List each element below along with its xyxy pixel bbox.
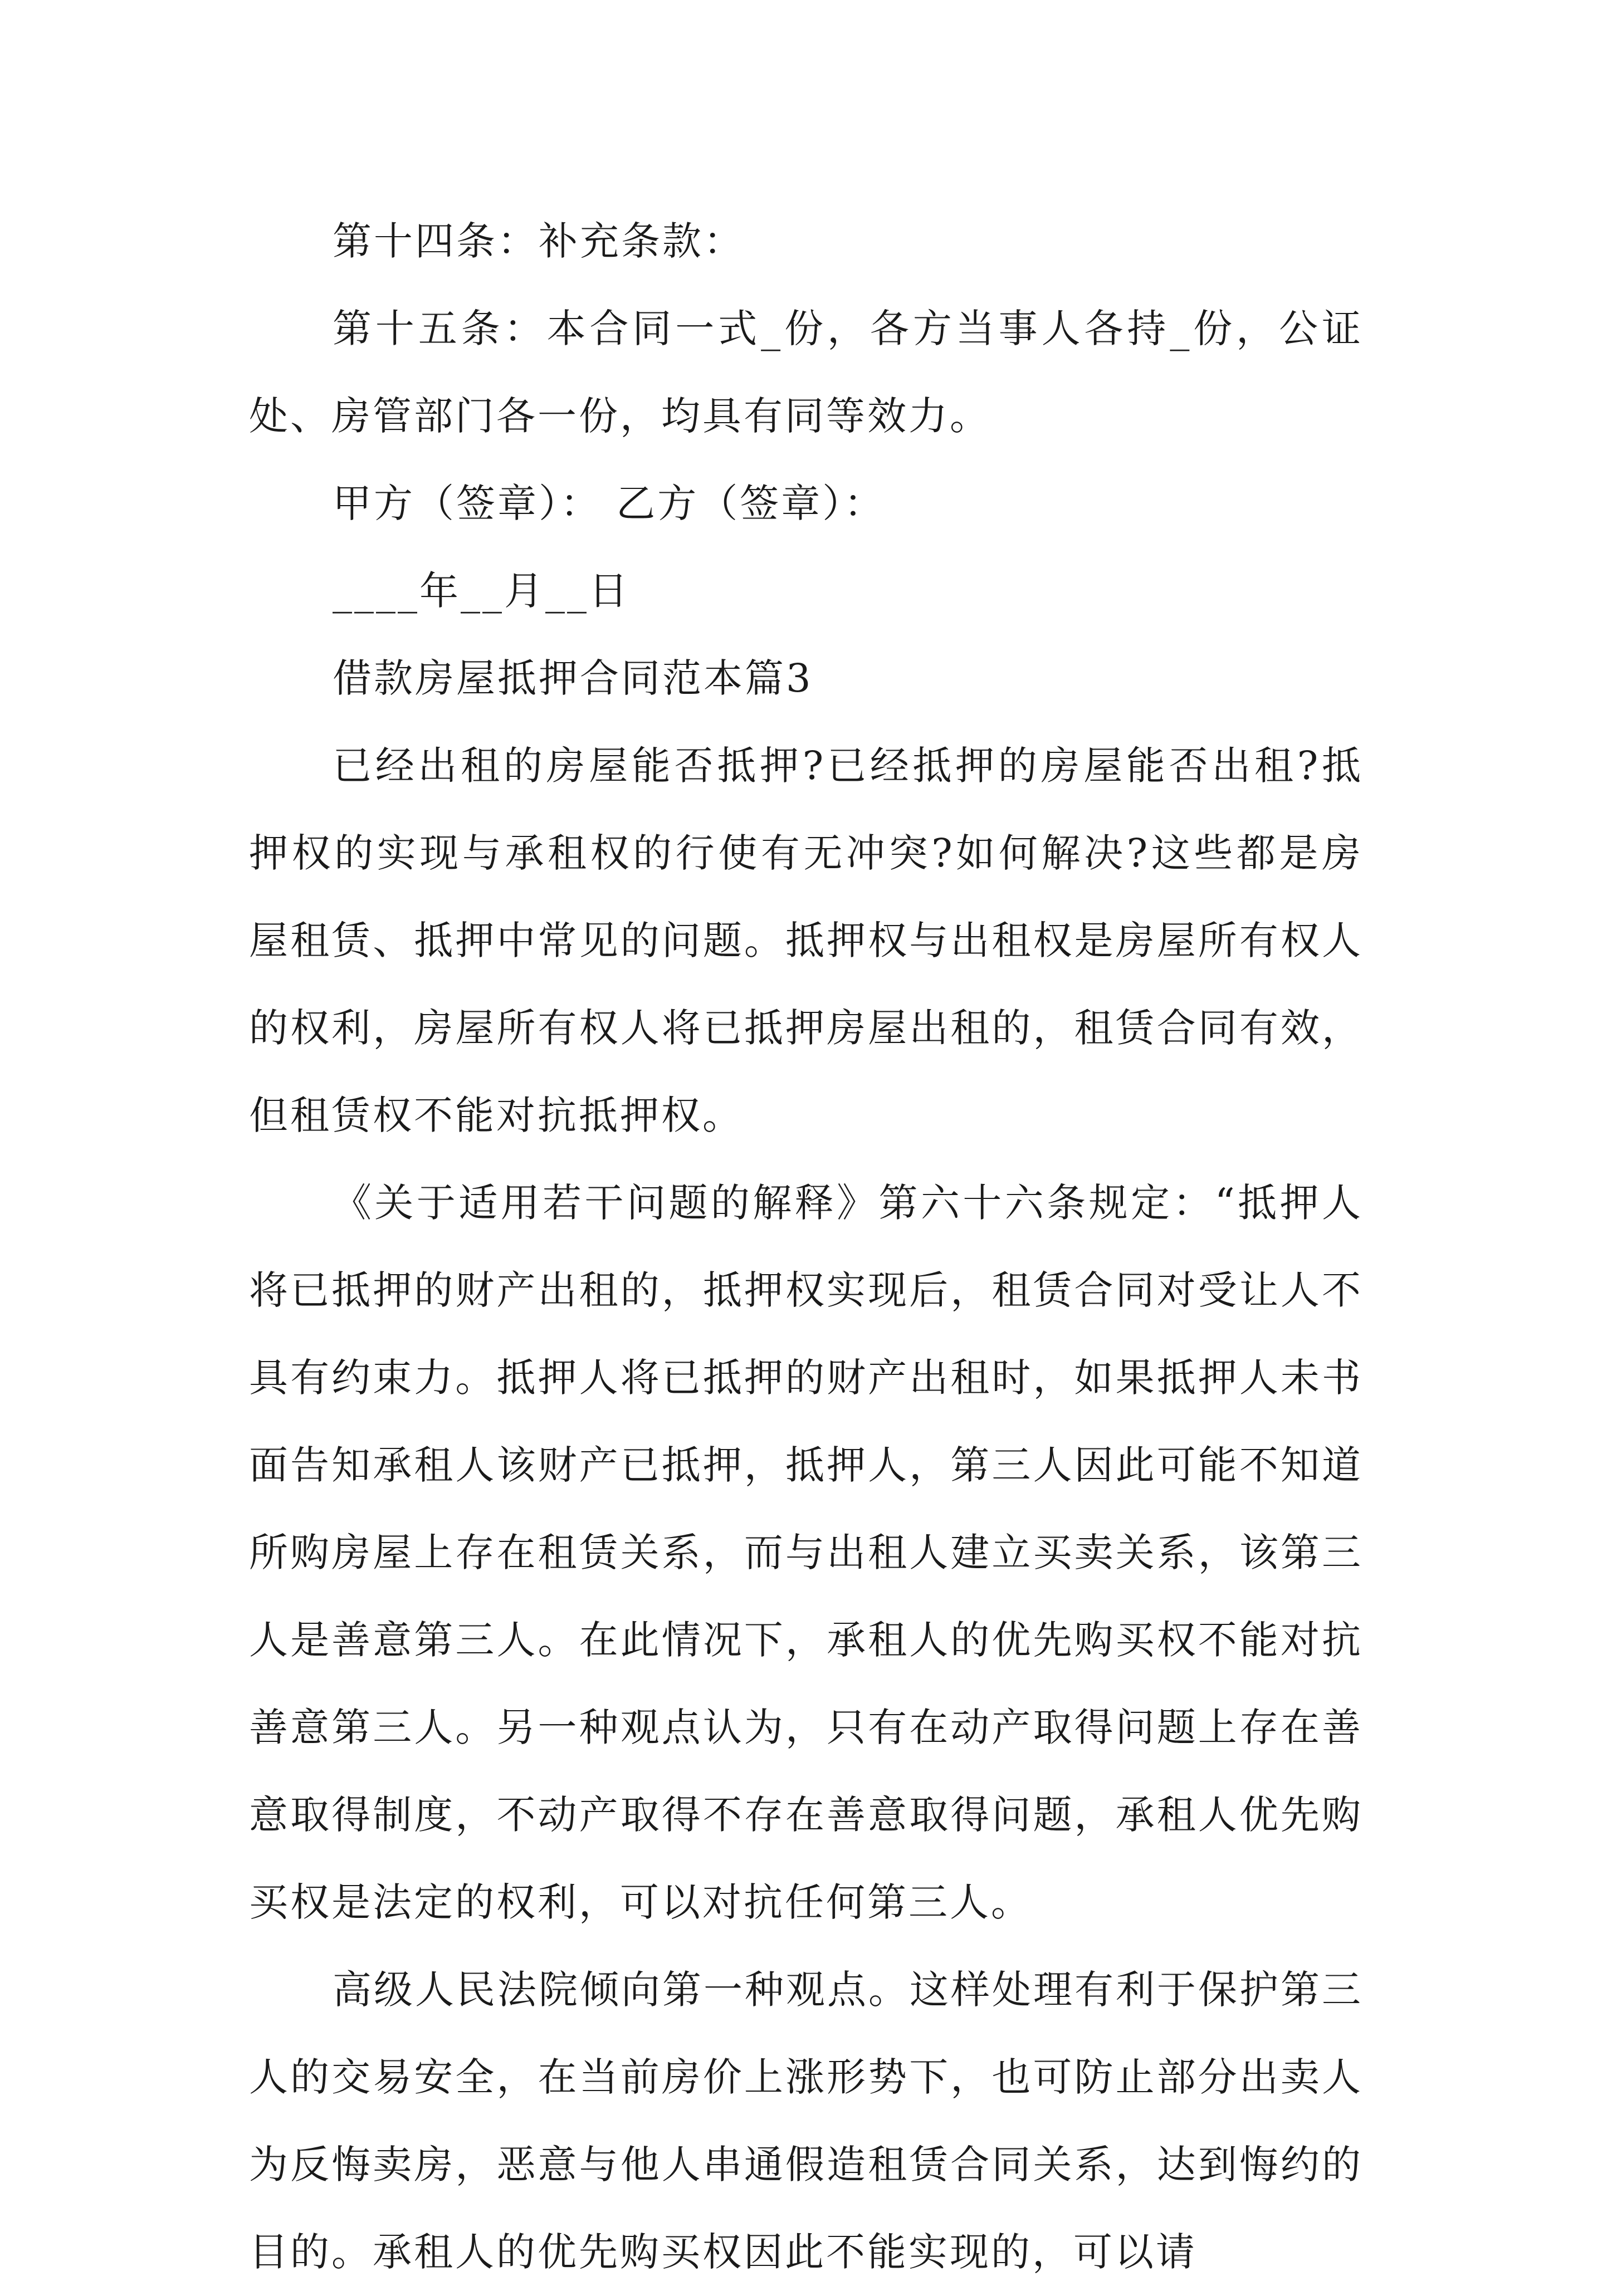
paragraph-article-15: 第十五条：本合同一式_份，各方当事人各持_份，公证处、房管部门各一份，均具有同等效力。 — [249, 306, 1363, 439]
paragraph-signatures: 甲方（签章）： 乙方（签章）： — [333, 481, 886, 526]
document-body — [249, 198, 1363, 2296]
paragraph-body-3: 高级人民法院倾向第一种观点。这样处理有利于保护第三人的交易安全，在当前房价上涨形势下，也可防止部分出卖人为反悔卖房，恶意与他人串通假造租赁合同关系，达到悔约的目的。承租人的优先购买权因此不能实现的，可以请 — [249, 1967, 1363, 2275]
paragraph-date: ____年__月__日 — [333, 568, 630, 614]
section-heading: 借款房屋抵押合同范本篇3 — [333, 655, 813, 701]
paragraph-body-2: 《关于适用若干问题的解释》第六十六条规定：“抵押人将已抵押的财产出租的，抵押权实现后，租赁合同对受让人不具有约束力。抵押人将已抵押的财产出租时，如果抵押人未书面告知承租人该财产已抵押，抵押人，第三人因此可能不知道所购房屋上存在租赁关系，而与出租人建立买卖关系，该第三人是善意第三人。在此情况下，承租人的优先购买权不能对抗善意第三人。另一种观点认为，只有在动产取得问题上存在善意取得制度，不动产取得不存在善意取得问题，承租人优先购买权是法定的权利，可以对抗任何第三人。 — [249, 1180, 1363, 1925]
paragraph-article-14: 第十四条：补充条款： — [333, 218, 745, 264]
paragraph-body-1: 已经出租的房屋能否抵押?已经抵押的房屋能否出租?抵押权的实现与承租权的行使有无冲突?如何解决?这些都是房屋租赁、抵押中常见的问题。抵押权与出租权是房屋所有权人的权利，房屋所有权人将已抵押房屋出租的，租赁合同有效，但租赁权不能对抗抵押权。 — [249, 743, 1363, 1138]
